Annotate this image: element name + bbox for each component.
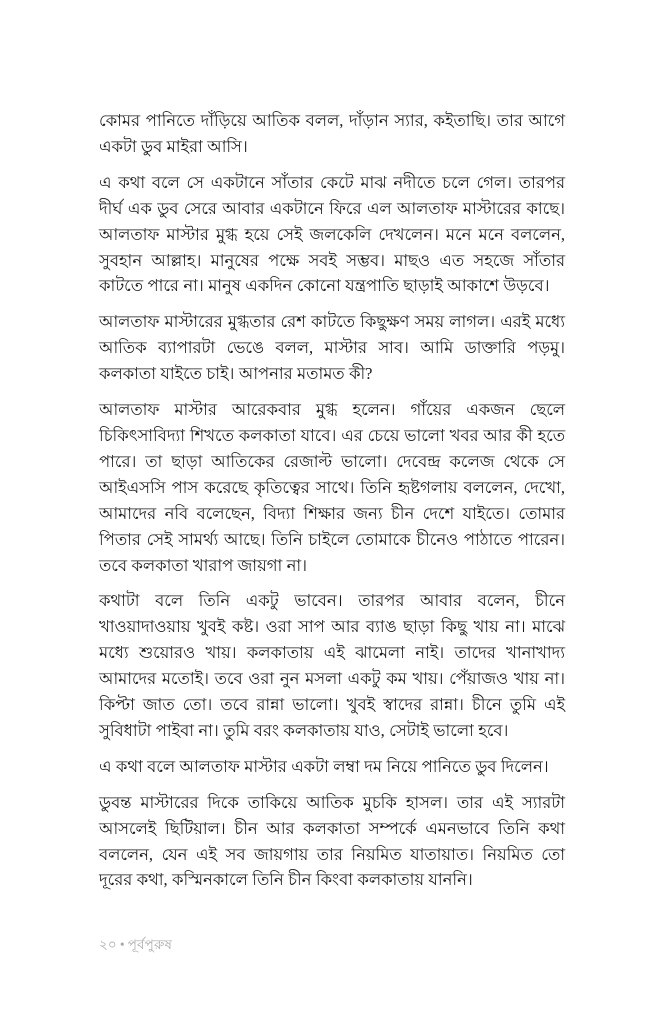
paragraph: কথাটা বলে তিনি একটু ভাবেন। তারপর আবার বলেন, চীনে খাওয়াদাওয়ায় খুবই কষ্ট। ওরা সাপ আর ব্যাঙ ছাড়া কিছু খায় না। মাঝে মধ্যে শুয়োরও খায়। কলকাতায় এই ঝামেলা নাই। তাদের খানাখাদ্য আমাদের মতোই। তবে ওরা নুন মসলা একটু কম খায়। পেঁয়াজও খায় না। কিপ্টা জাত তো। তবে রান্না ভালো। খুবই স্বাদের রান্না। চীনে তুমি এই সুবিধাটা পাইবা না। তুমি বরং কলকাতায় যাও, সেটাই ভালো হবে। xyxy=(99,591,565,740)
paragraph: কোমর পানিতে দাঁড়িয়ে আতিক বলল, দাঁড়ান স্যার, কইতাছি। তার আগে একটা ডুব মাইরা আসি। xyxy=(99,111,565,156)
paragraph: আলতাফ মাস্টার আরেকবার মুগ্ধ হলেন। গাঁয়ের একজন ছেলে চিকিৎসাবিদ্যা শিখতে কলকাতা যাবে। এর চেয়ে ভালো খবর আর কী হতে পারে। তা ছাড়া আতিকের রেজাল্ট ভালো। দেবেন্দ্র কলেজ থেকে সে আইএসসি পাস করেছে কৃতিত্বের সাথে। তিনি হৃষ্টগলায় বললেন, দেখো, আমাদের নবি বলেছেন, বিদ্যা শিক্ষার জন্য চীন দেশে যাইতে। তোমার পিতার সেই সামর্থ্য আছে। তিনি চাইলে তোমাকে চীনেও পাঠাতে পারেন। তবে কলকাতা খারাপ জায়গা না। xyxy=(99,400,565,575)
paragraph: ডুবন্ত মাস্টারের দিকে তাকিয়ে আতিক মুচকি হাসল। তার এই স্যারটা আসলেই ছিটিয়াল। চীন আর কলকাতা সম্পর্কে এমনভাবে তিনি কথা বললেন, যেন এই সব জায়গায় তার নিয়মিত যাতায়াত। নিয়মিত তো দূরের কথা, কস্মিনকালে তিনি চীন কিংবা কলকাতায় যাননি। xyxy=(99,792,565,890)
page-footer xyxy=(99,936,172,954)
page-text-column xyxy=(99,108,565,893)
page-number: ২০ xyxy=(99,937,117,952)
paragraph: এ কথা বলে সে একটানে সাঁতার কেটে মাঝ নদীতে চলে গেল। তারপর দীর্ঘ এক ডুব সেরে আবার একটানে ফিরে এল আলতাফ মাস্টারের কাছে। আলতাফ মাস্টার মুগ্ধ হয়ে সেই জলকেলি দেখলেন। মনে মনে বললেন, সুবহান আল্লাহ। মানুষের পক্ষে সবই সম্ভব। মাছও এত সহজে সাঁতার কাটতে পারে না। মানুষ একদিন কোনো যন্ত্রপাতি ছাড়াই আকাশে উড়বে। xyxy=(99,172,565,296)
paragraph: এ কথা বলে আলতাফ মাস্টার একটা লম্বা দম নিয়ে পানিতে ডুব দিলেন। xyxy=(99,756,549,776)
footer-separator-icon: • xyxy=(119,937,125,952)
paragraph: আলতাফ মাস্টারের মুগ্ধতার রেশ কাটতে কিছুক্ষণ সময় লাগল। এরই মধ্যে আতিক ব্যাপারটা ভেঙে বলল, মাস্টার সাব। আমি ডাক্তারি পড়মু। কলকাতা যাইতে চাই। আপনার মতামত কী? xyxy=(99,312,565,384)
book-title: পূর্বপুরুষ xyxy=(127,937,173,952)
